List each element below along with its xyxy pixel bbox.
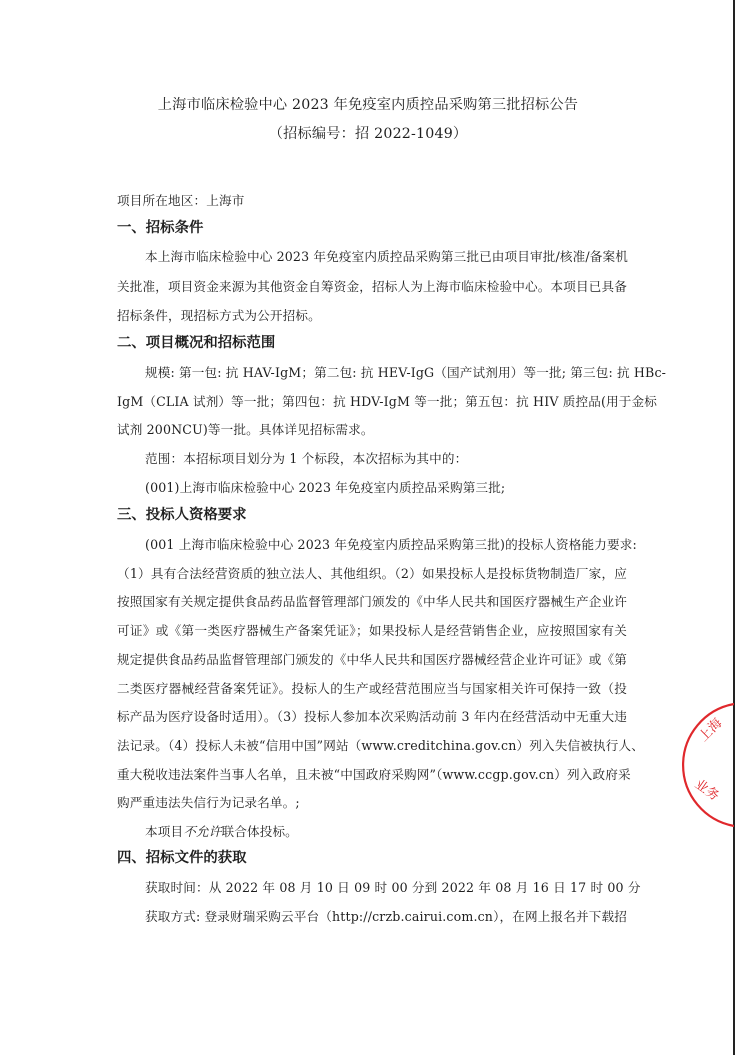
paragraph-line: 二类医疗器械经营备案凭证》。投标人的生产或经营范围应当与国家相关许可保持一致（投 xyxy=(117,681,627,696)
paragraph-line: 试剂 200NCU)等一批。具体详见招标需求。 xyxy=(117,422,374,437)
svg-text:业务: 业务 xyxy=(691,776,722,805)
project-region: 项目所在地区：上海市 xyxy=(117,193,245,208)
svg-text:上海: 上海 xyxy=(696,715,726,745)
paragraph-line: 购严重违法失信行为记录名单。; xyxy=(117,795,300,810)
paragraph-line: 招标条件，现招标方式为公开招标。 xyxy=(117,308,321,323)
paragraph-line: 法记录。（4）投标人未被“信用中国”网站（www.creditchina.gov.cn）列入失信被执行人、 xyxy=(117,738,644,753)
consortium-italic: 不允许 xyxy=(183,824,222,839)
section-heading-4: 四、招标文件的获取 xyxy=(117,850,247,866)
section-heading-2: 二、项目概况和招标范围 xyxy=(117,335,276,351)
paragraph-line: （1）具有合法经营资质的独立法人、其他组织。（2）如果投标人是投标货物制造厂家，应 xyxy=(117,566,627,581)
document-title: 上海市临床检验中心 2023 年免疫室内质控品采购第三批招标公告 xyxy=(157,97,579,113)
paragraph-line: 重大税收违法案件当事人名单，且未被“中国政府采购网”（www.ccgp.gov.cn）列入政府采 xyxy=(117,767,631,782)
paragraph-line: 按照国家有关规定提供食品药品监督管理部门颁发的《中华人民共和国医疗器械生产企业许 xyxy=(117,594,627,609)
consortium-prefix: 本项目 xyxy=(145,824,184,839)
paragraph-line: 规定提供食品药品监督管理部门颁发的《中华人民共和国医疗器械经营企业许可证》或《第 xyxy=(117,652,627,667)
paragraph-line: IgM（CLIA 试剂）等一批；第四包：抗 HDV-IgM 等一批；第五包：抗 HIV 质控品(用于金标 xyxy=(117,394,657,409)
paragraph-line: 标产品为医疗设备时适用）。（3）投标人参加本次采购活动前 3 年内在经营活动中无重大违 xyxy=(117,709,627,724)
paragraph-line: (001 上海市临床检验中心 2023 年免疫室内质控品采购第三批)的投标人资格能力要求: xyxy=(145,537,637,552)
section-heading-1: 一、招标条件 xyxy=(117,220,204,236)
paragraph-line: 获取方式: 登录财瑞采购云平台（http://crzb.cairui.com.cn），在网上报名并下载招 xyxy=(145,909,627,924)
consortium-note xyxy=(145,821,298,840)
paragraph-line: (001)上海市临床检验中心 2023 年免疫室内质控品采购第三批; xyxy=(145,480,506,495)
paragraph-line: 关批准，项目资金来源为其他资金自筹资金，招标人为上海市临床检验中心。本项目已具备 xyxy=(117,279,627,294)
section-heading-3: 三、投标人资格要求 xyxy=(117,507,247,523)
paragraph-line: 范围：本招标项目划分为 1 个标段，本次招标为其中的： xyxy=(145,451,468,466)
paragraph-line: 规模: 第一包: 抗 HAV-IgM；第二包: 抗 HEV-IgG（国产试剂用）等一批; 第三包: 抗 HBc- xyxy=(145,365,667,380)
official-seal-icon xyxy=(678,700,734,830)
paragraph-line: 可证》或《第一类医疗器械生产备案凭证》；如果投标人是经营销售企业，应按照国家有关 xyxy=(117,623,627,638)
paragraph-line: 本上海市临床检验中心 2023 年免疫室内质控品采购第三批已由项目审批/核准/备案机 xyxy=(145,249,629,264)
tender-number: （招标编号：招 2022-1049） xyxy=(268,126,468,142)
paragraph-line: 获取时间：从 2022 年 08 月 10 日 09 时 00 分到 2022 年 08 月 16 日 17 时 00 分 xyxy=(145,880,641,895)
page-edge xyxy=(733,0,735,1055)
consortium-suffix: 联合体投标。 xyxy=(221,824,298,839)
